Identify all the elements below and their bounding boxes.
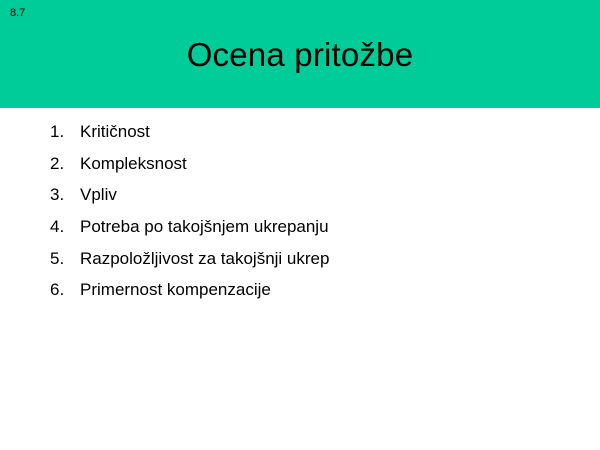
list-item-label: Primernost kompenzacije (80, 280, 271, 300)
list-item (50, 281, 570, 300)
slide-body (0, 108, 600, 450)
list-item-label: Razpoložljivost za takojšnji ukrep (80, 248, 330, 268)
list-item-label: Vpliv (80, 185, 117, 205)
list-item-number: 2. (50, 153, 65, 173)
list-item (50, 218, 570, 237)
list-item-number: 5. (50, 248, 65, 268)
page-title: Ocena pritožbe (186, 36, 414, 73)
list-item (50, 250, 570, 269)
list-item-label: Kompleksnost (80, 153, 187, 173)
list-item (50, 186, 570, 205)
list-item-label: Potreba po takojšnjem ukrepanju (80, 217, 329, 237)
list-item-number: 3. (50, 185, 65, 205)
list-item (50, 155, 570, 174)
list-item-label: Kritičnost (80, 122, 150, 141)
list-item-number: 4. (50, 217, 65, 237)
list-item-number: 6. (50, 280, 65, 300)
list-item (50, 123, 570, 142)
numbered-list (50, 123, 570, 313)
slide-number: 8.7 (10, 7, 26, 19)
list-item-number: 1. (50, 122, 65, 141)
